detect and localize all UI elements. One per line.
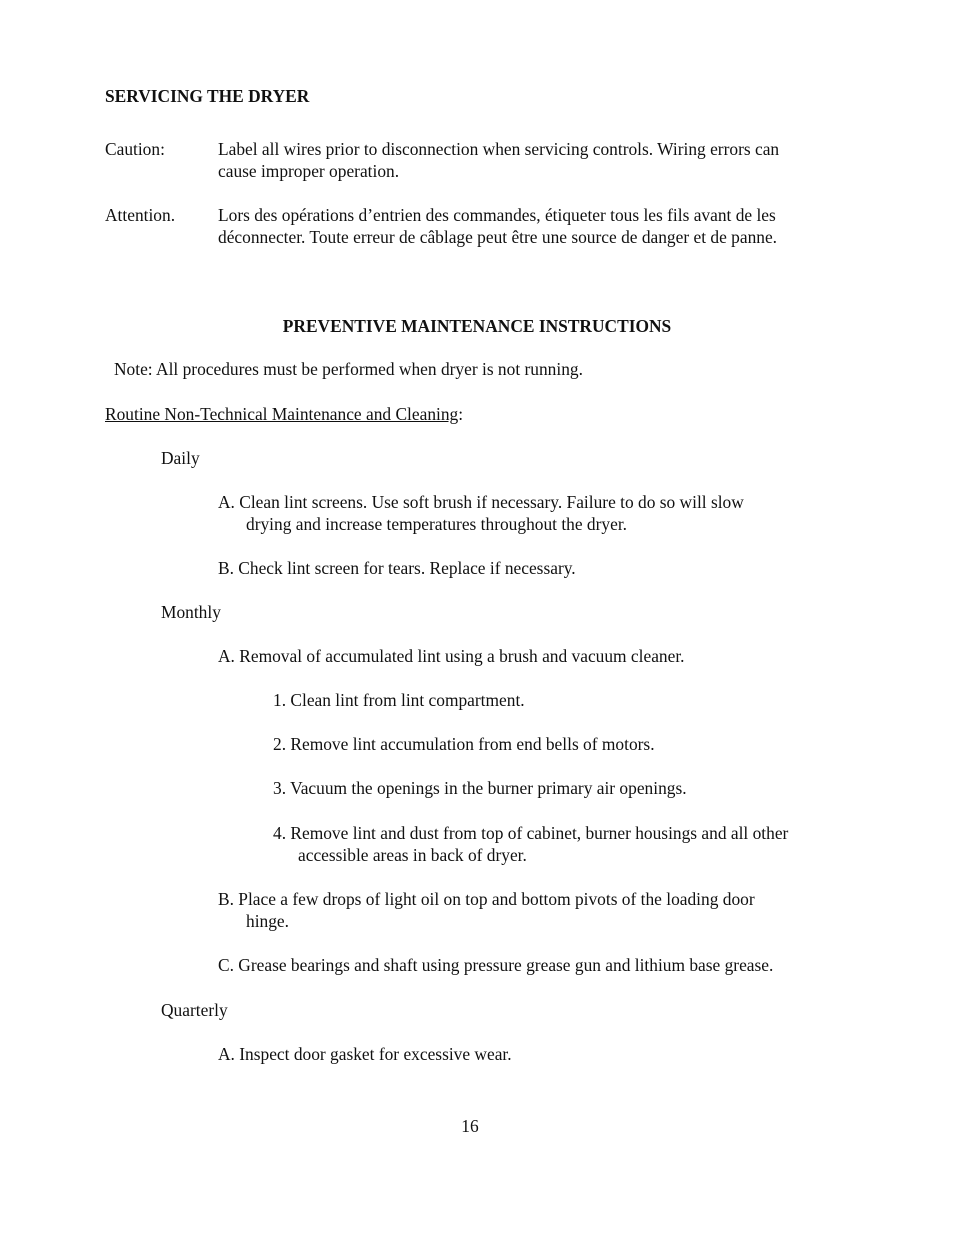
caution-text-line2: cause improper operation. [218, 161, 400, 181]
attention-text-line1: Lors des opérations d’entrien des commandes, étiqueter tous les fils avant de les [218, 205, 776, 225]
daily-label: Daily [161, 448, 200, 468]
monthly-item-b-line2: hinge. [246, 911, 289, 931]
caution-label: Caution: [105, 139, 165, 159]
quarterly-label: Quarterly [161, 1000, 228, 1020]
monthly-item-a4-line2: accessible areas in back of dryer. [298, 845, 527, 865]
routine-title [105, 403, 463, 425]
monthly-item-a3: 3. Vacuum the openings in the burner primary air openings. [273, 778, 687, 798]
daily-item-a-line1: A. Clean lint screens. Use soft brush if necessary. Failure to do so will slow [218, 492, 744, 512]
quarterly-item-a: A. Inspect door gasket for excessive wear. [218, 1044, 512, 1064]
daily-item-a-line2: drying and increase temperatures throughout the dryer. [246, 514, 628, 534]
monthly-item-a1: 1. Clean lint from lint compartment. [273, 690, 525, 710]
routine-title-text: Routine Non-Technical Maintenance and Cleaning [105, 404, 459, 424]
monthly-label: Monthly [161, 602, 221, 622]
attention-text-line2: déconnecter. Toute erreur de câblage peut être une source de danger et de panne. [218, 227, 778, 247]
monthly-item-c: C. Grease bearings and shaft using pressure grease gun and lithium base grease. [218, 955, 774, 975]
monthly-item-a: A. Removal of accumulated lint using a brush and vacuum cleaner. [218, 646, 685, 666]
routine-title-colon: : [458, 404, 464, 424]
monthly-item-a2: 2. Remove lint accumulation from end bells of motors. [273, 734, 655, 754]
maintenance-heading: PREVENTIVE MAINTENANCE INSTRUCTIONS [282, 316, 672, 336]
caution-text-line1: Label all wires prior to disconnection when servicing controls. Wiring errors can [218, 139, 780, 159]
servicing-heading: SERVICING THE DRYER [105, 86, 310, 106]
attention-label: Attention. [105, 205, 176, 225]
monthly-item-a4-line1: 4. Remove lint and dust from top of cabinet, burner housings and all other [273, 823, 789, 843]
monthly-item-b-line1: B. Place a few drops of light oil on top and bottom pivots of the loading door [218, 889, 755, 909]
daily-item-b: B. Check lint screen for tears. Replace if necessary. [218, 558, 576, 578]
note-text: Note: All procedures must be performed when dryer is not running. [114, 359, 583, 379]
page-number: 16 [461, 1116, 479, 1136]
